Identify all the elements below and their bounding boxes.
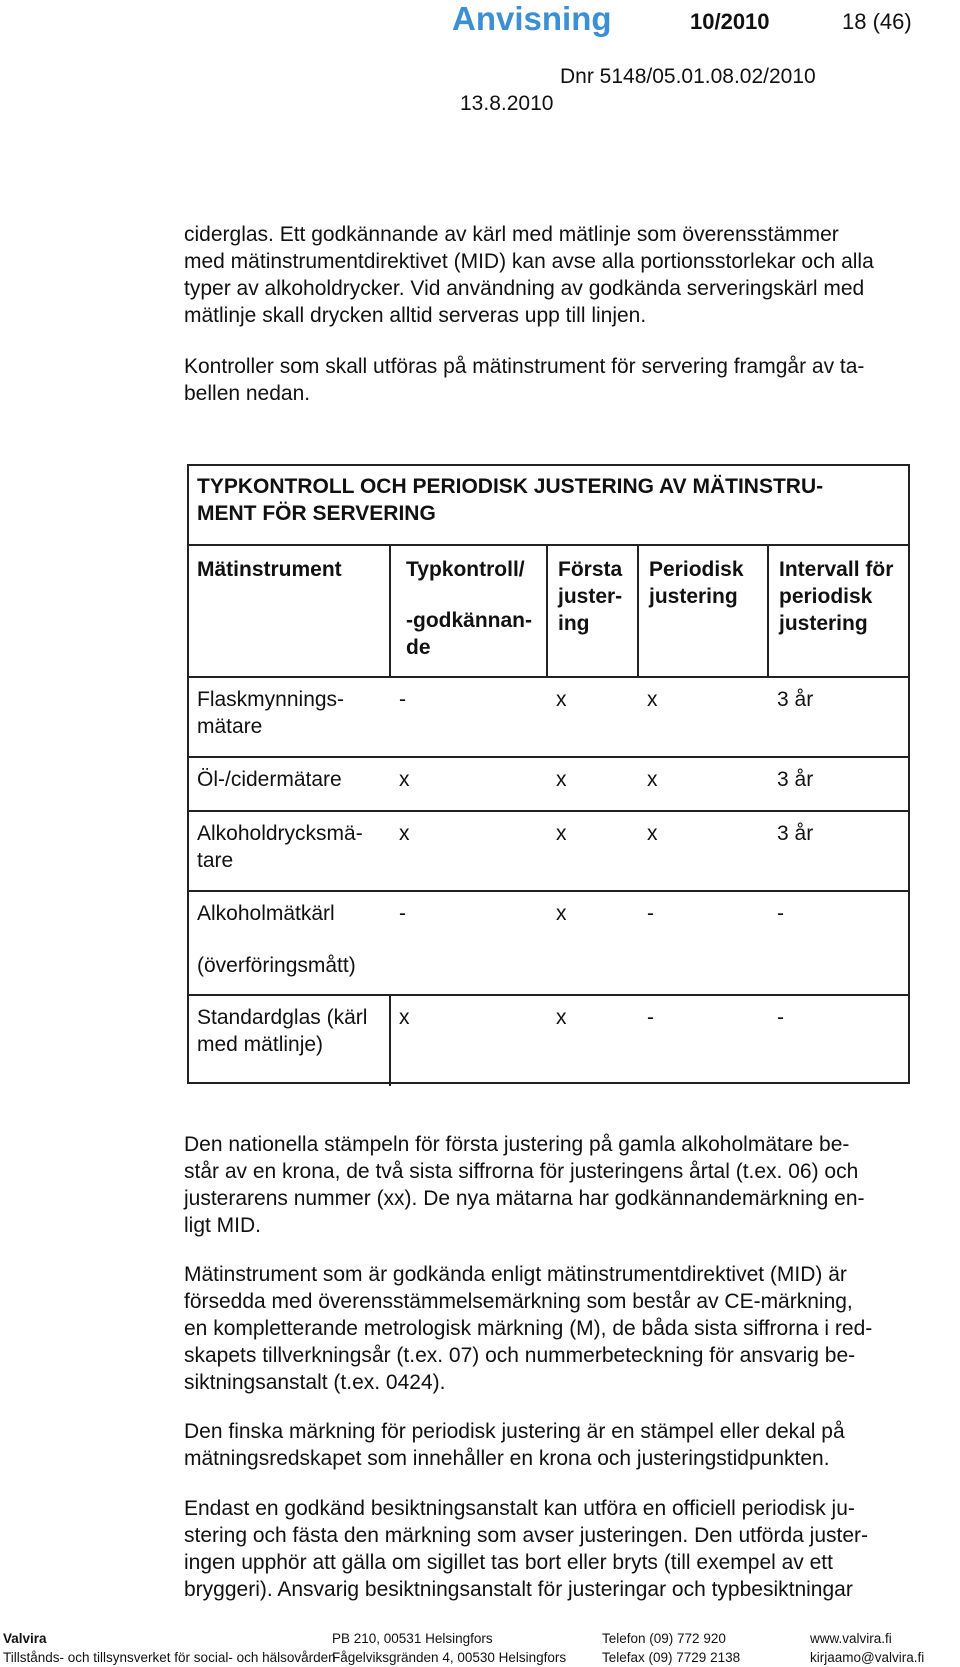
col-header-instrument: Mätinstrument <box>197 558 342 581</box>
document-title: Anvisning <box>452 0 612 37</box>
footer-phone: Telefon (09) 772 920 <box>602 1631 726 1646</box>
text-line: Den finska märkning för periodisk justering är en stämpel eller dekal på <box>184 1420 845 1443</box>
paragraph-2 <box>184 353 944 407</box>
table-cell-periodic: x <box>647 768 658 791</box>
column-divider <box>637 544 639 676</box>
table-cell-instrument: (överföringsmått) <box>197 954 356 977</box>
table-cell-first: x <box>556 822 567 845</box>
table-cell-interval: 3 år <box>777 688 814 711</box>
footer-org: Valvira <box>3 1631 47 1646</box>
col-header-interval: periodisk <box>779 585 873 608</box>
col-header-periodic: justering <box>649 585 738 608</box>
text-line: ligt MID. <box>184 1214 262 1237</box>
table-cell-interval: - <box>777 1006 784 1029</box>
text-line: bellen nedan. <box>184 382 311 405</box>
table-cell-type: - <box>399 902 406 925</box>
footer-email-link[interactable]: kirjaamo@valvira.fi <box>810 1650 925 1665</box>
table-cell-instrument: mätare <box>197 715 263 738</box>
text-line: typer av alkoholdrycker. Vid användning av godkända serveringskärl med <box>184 277 865 300</box>
document-date: 13.8.2010 <box>460 92 554 115</box>
table-cell-first: x <box>556 768 567 791</box>
table-cell-periodic: - <box>647 902 654 925</box>
page-number: 18 (46) <box>842 9 912 34</box>
table-cell-interval: 3 år <box>777 822 814 845</box>
text-line: skapets tillverkningsår (t.ex. 07) och nummerbeteckning för ansvarig be- <box>184 1344 856 1367</box>
table-divider <box>189 544 908 546</box>
table-cell-instrument: Flaskmynnings- <box>197 688 345 711</box>
footer-org-full: Tillstånds- och tillsynsverket för social- och hälsovården <box>3 1650 336 1665</box>
text-line: Endast en godkänd besiktningsanstalt kan utföra en officiell periodisk ju- <box>184 1497 855 1520</box>
text-line: ingen upphör att gälla om sigillet tas bort eller bryts (till exempel av ett <box>184 1551 833 1574</box>
column-divider <box>389 544 391 676</box>
table-divider <box>189 994 908 996</box>
paragraph-1 <box>184 221 944 329</box>
table-cell-first: x <box>556 902 567 925</box>
table-divider <box>189 810 908 812</box>
column-divider <box>546 544 548 676</box>
text-line: försedda med överensstämmelsemärkning som består av CE-märkning, <box>184 1290 853 1313</box>
col-header-type: Typkontroll/ <box>406 558 525 581</box>
text-line: bryggeri). Ansvarig besiktningsanstalt för justeringar och typbesiktningar <box>184 1578 853 1601</box>
table-cell-first: x <box>556 1006 567 1029</box>
footer-address-1: PB 210, 00531 Helsingfors <box>332 1631 493 1646</box>
table-cell-instrument: Alkoholdrycksmä- <box>197 822 363 845</box>
text-line: stering och fästa den märkning som avser justeringen. Den utförda juster- <box>184 1524 869 1547</box>
paragraph-5 <box>184 1418 944 1472</box>
paragraph-6 <box>184 1495 944 1603</box>
text-line: Mätinstrument som är godkända enligt mätinstrumentdirektivet (MID) är <box>184 1263 847 1286</box>
table-cell-periodic: x <box>647 688 658 711</box>
table-divider <box>189 676 908 678</box>
diary-number: Dnr 5148/05.01.08.02/2010 <box>560 65 816 88</box>
table-title-line-1: TYPKONTROLL OCH PERIODISK JUSTERING AV MÄTINSTRU- <box>197 475 824 498</box>
table-cell-type: x <box>399 768 410 791</box>
text-line: ciderglas. Ett godkännande av kärl med mätlinje som överensstämmer <box>184 223 839 246</box>
table-divider <box>189 756 908 758</box>
text-line: en kompletterande metrologisk märkning (M), de båda sista siffrorna i red- <box>184 1317 873 1340</box>
table-title-line-2: MENT FÖR SERVERING <box>197 502 436 525</box>
col-header-first: juster- <box>558 585 623 608</box>
col-header-first: ing <box>558 612 590 635</box>
column-divider <box>389 994 391 1086</box>
table-cell-instrument: Öl-/cidermätare <box>197 768 342 791</box>
table-cell-instrument: med mätlinje) <box>197 1033 324 1056</box>
text-line: mätningsredskapet som innehåller en krona och justeringstidpunkten. <box>184 1447 830 1470</box>
col-header-interval: justering <box>779 612 868 635</box>
col-header-first: Första <box>558 558 623 581</box>
text-line: Kontroller som skall utföras på mätinstrument för servering framgår av ta- <box>184 355 865 378</box>
inspection-table <box>187 464 910 1084</box>
table-cell-periodic: x <box>647 822 658 845</box>
issue-number: 10/2010 <box>690 9 770 34</box>
table-cell-instrument: Alkoholmätkärl <box>197 902 335 925</box>
col-header-interval: Intervall för <box>779 558 894 581</box>
col-header-type: de <box>406 636 431 659</box>
paragraph-4 <box>184 1261 944 1396</box>
text-line: står av en krona, de två sista siffrorna för justeringens årtal (t.ex. 06) och <box>184 1160 859 1183</box>
table-divider <box>189 890 908 892</box>
column-divider <box>767 544 769 676</box>
text-line: med mätinstrumentdirektivet (MID) kan avse alla portionsstorlekar och alla <box>184 250 874 273</box>
table-cell-type: x <box>399 1006 410 1029</box>
table-cell-first: x <box>556 688 567 711</box>
text-line: justerarens nummer (xx). De nya mätarna har godkännandemärkning en- <box>184 1187 865 1210</box>
table-cell-type: - <box>399 688 406 711</box>
footer-fax: Telefax (09) 7729 2138 <box>602 1650 741 1665</box>
table-cell-type: x <box>399 822 410 845</box>
table-cell-periodic: - <box>647 1006 654 1029</box>
text-line: mätlinje skall drycken alltid serveras upp till linjen. <box>184 304 647 327</box>
footer-address-2: Fågelviksgränden 4, 00530 Helsingfors <box>332 1650 567 1665</box>
table-cell-interval: 3 år <box>777 768 814 791</box>
table-cell-instrument: tare <box>197 849 234 872</box>
text-line: Den nationella stämpeln för första justering på gamla alkoholmätare be- <box>184 1133 850 1156</box>
footer-web-link[interactable]: www.valvira.fi <box>810 1631 892 1646</box>
col-header-type: -godkännan- <box>406 609 532 632</box>
col-header-periodic: Periodisk <box>649 558 744 581</box>
text-line: siktningsanstalt (t.ex. 0424). <box>184 1371 446 1394</box>
table-cell-instrument: Standardglas (kärl <box>197 1006 368 1029</box>
paragraph-3 <box>184 1131 944 1239</box>
table-cell-interval: - <box>777 902 784 925</box>
